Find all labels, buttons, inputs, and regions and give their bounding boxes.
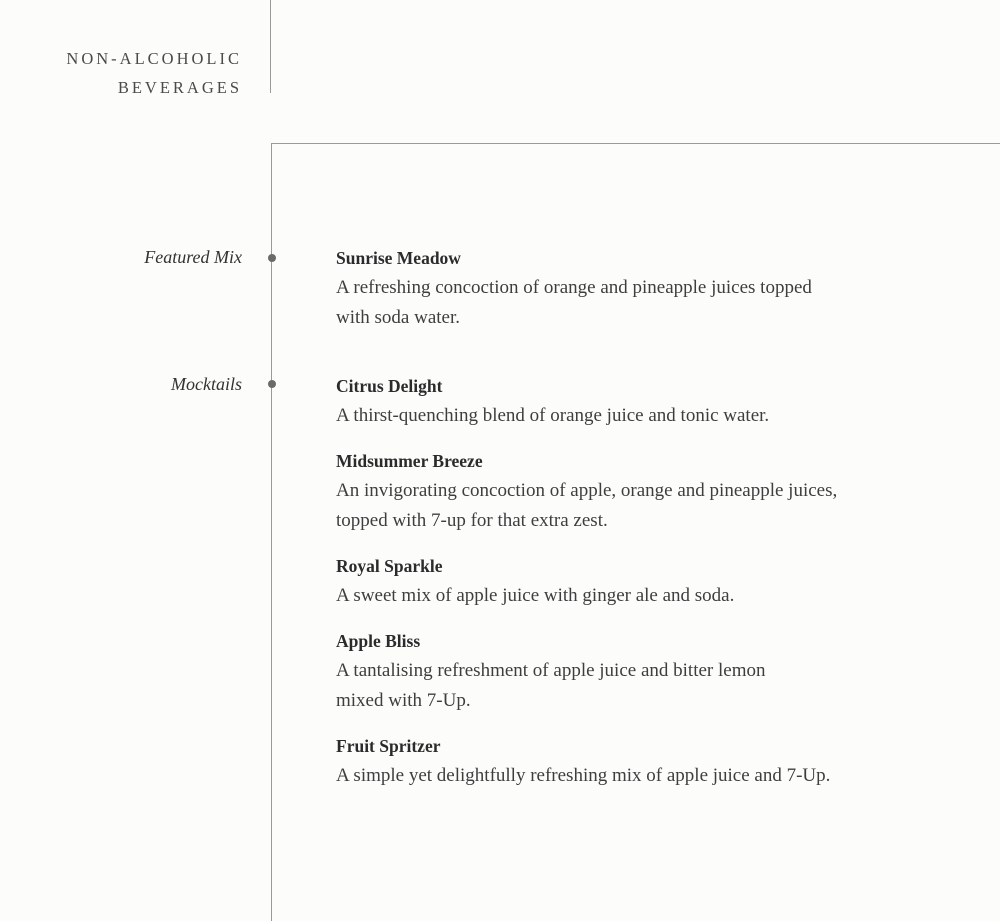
item-description-line: A tantalising refreshment of apple juice and bitter lemon [336,660,766,681]
section-marker-mocktails [268,380,276,388]
item-name: Citrus Delight [336,376,443,396]
menu-item-apple-bliss [336,630,956,716]
item-description [336,761,956,791]
menu-item-citrus-delight [336,375,956,431]
page-title [66,44,242,102]
section-label-featured-mix: Featured Mix [144,247,242,267]
frame-top-rule [271,143,1000,144]
page-title-line-2: BEVERAGES [117,78,242,97]
item-description-line: mixed with 7-Up. [336,690,471,711]
item-description-line: An invigorating concoction of apple, orange and pineapple juices, [336,480,838,501]
heading-divider [270,0,271,93]
item-name: Midsummer Breeze [336,451,483,471]
page-title-line-1: NON-ALCOHOLIC [66,49,242,68]
item-description-line: A refreshing concoction of orange and pineapple juices topped [336,277,812,298]
item-description-line: A thirst-quenching blend of orange juice and tonic water. [336,405,770,426]
menu-item-royal-sparkle [336,555,956,611]
menu-item-sunrise-meadow [336,247,956,333]
item-description-line: A sweet mix of apple juice with ginger ale and soda. [336,585,735,606]
item-name: Apple Bliss [336,631,421,651]
item-description [336,401,956,431]
section-label-mocktails: Mocktails [171,374,242,394]
item-description [336,581,956,611]
item-description-line: topped with 7-up for that extra zest. [336,510,608,531]
item-description-line: with soda water. [336,307,461,328]
section-marker-featured-mix [268,254,276,262]
item-name: Sunrise Meadow [336,248,461,268]
menu-item-fruit-spritzer [336,735,956,791]
item-description [336,656,956,716]
menu-item-midsummer-breeze [336,450,956,536]
item-description [336,273,956,333]
item-name: Royal Sparkle [336,556,443,576]
item-description-line: A simple yet delightfully refreshing mix of apple juice and 7-Up. [336,765,831,786]
item-description [336,476,956,536]
item-name: Fruit Spritzer [336,736,441,756]
